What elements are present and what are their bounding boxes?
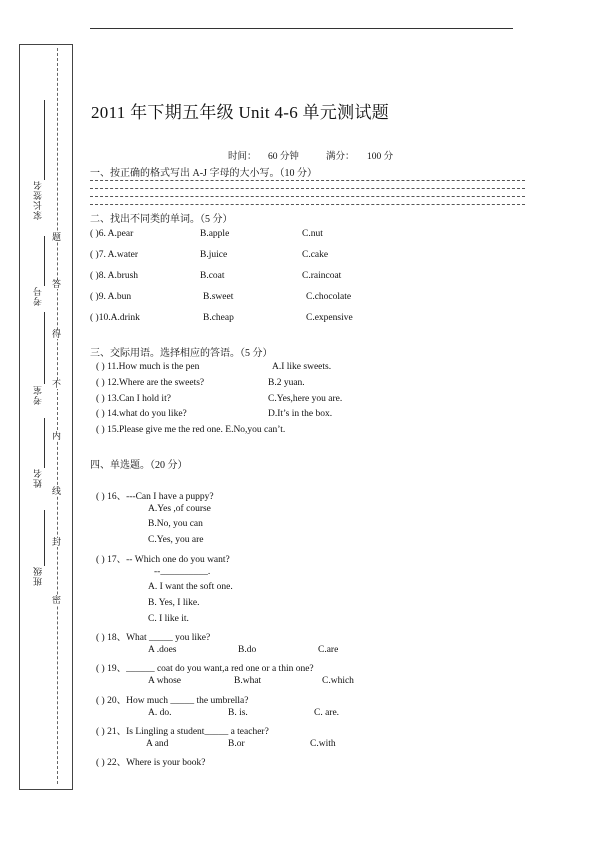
q21-option-c: C.with — [310, 739, 336, 749]
writing-line — [90, 188, 525, 189]
student-name-label: 姓名 — [33, 468, 43, 488]
q16-question: ( ) 16、---Can I have a puppy? — [96, 492, 214, 502]
q7-option-b: B.juice — [200, 250, 228, 260]
q21-question: ( ) 21、Is Lingling a student_____ a teacher? — [96, 727, 269, 737]
q11-question: ( ) 11.How much is the pen — [96, 362, 200, 372]
parent-signature-line — [44, 100, 45, 180]
q16-option-c: C.Yes, you are — [148, 535, 204, 545]
parent-signature-label: 家长签名 — [33, 180, 43, 220]
q6-option-c: C.nut — [302, 229, 323, 239]
q17-question: ( ) 17、-- Which one do you want? — [96, 555, 230, 565]
q16-option-b: B.No, you can — [148, 519, 203, 529]
q8-option-c: C.raincoat — [302, 271, 342, 281]
q11-answer: A.I like sweets. — [272, 362, 332, 372]
section1-heading: 一、按正确的格式写出 A-J 字母的大小写。（10 分） — [90, 168, 317, 179]
q19-option-a: A whose — [148, 676, 181, 686]
seal-char: 得 — [52, 329, 62, 339]
q10-option-c: C.expensive — [306, 313, 353, 323]
q19-option-b: B.what — [234, 676, 262, 686]
q20-option-a: A. do. — [148, 708, 172, 718]
q9-option-b: B.sweet — [203, 292, 234, 302]
q9-num: ( )9. A.bun — [90, 292, 132, 302]
q14-question: ( ) 14.what do you like? — [96, 409, 187, 419]
q9-option-c: C.chocolate — [306, 292, 352, 302]
q19-question: ( ) 19、______ coat do you want,a red one or a thin one? — [96, 664, 314, 674]
q8-num: ( )8. A.brush — [90, 271, 139, 281]
class-label: 班级 — [33, 566, 43, 586]
seal-char: 不 — [52, 379, 62, 389]
seal-dashed-line — [57, 48, 58, 784]
q8-option-b: B.coat — [200, 271, 225, 281]
student-name-line — [44, 418, 45, 468]
q17-blank: --__________. — [154, 567, 211, 577]
q17-option-b: B. Yes, I like. — [148, 598, 200, 608]
q15-question: ( ) 15.Please give me the red one. E.No,you can’t. — [96, 425, 286, 435]
seal-char: 题 — [52, 232, 62, 242]
seal-char: 答 — [52, 279, 62, 289]
q7-num: ( )7. A.water — [90, 250, 139, 260]
q20-option-c: C. are. — [314, 708, 340, 718]
top-rule — [90, 28, 513, 29]
section4-heading: 四、单选题。（20 分） — [90, 460, 188, 471]
q20-option-b: B. is. — [228, 708, 248, 718]
writing-line — [90, 196, 525, 197]
seal-char: 内 — [52, 431, 62, 441]
q18-option-c: C.are — [318, 645, 339, 655]
writing-line — [90, 204, 525, 205]
q7-option-c: C.cake — [302, 250, 329, 260]
q16-option-a: A.Yes ,of course — [148, 504, 211, 514]
q18-option-b: B.do — [238, 645, 257, 655]
section2-heading: 二、找出不同类的单词。（5 分） — [90, 214, 233, 225]
seal-char: 封 — [52, 537, 62, 547]
q6-option-b: B.apple — [200, 229, 230, 239]
q14-answer: D.It’s in the box. — [268, 409, 333, 419]
q13-answer: C.Yes,here you are. — [268, 394, 343, 404]
score-value: 100 分 — [367, 152, 394, 162]
exam-number-label: 考号 — [33, 286, 43, 306]
q18-option-a: A .does — [148, 645, 177, 655]
time-label: 时间： — [228, 152, 257, 162]
q17-option-c: C. I like it. — [148, 614, 189, 624]
q21-option-b: B.or — [228, 739, 245, 749]
q22-question: ( ) 22、Where is your book? — [96, 758, 206, 768]
q19-option-c: C.which — [322, 676, 354, 686]
class-line — [44, 510, 45, 566]
q13-question: ( ) 13.Can I hold it? — [96, 394, 171, 404]
q20-question: ( ) 20、How much _____ the umbrella? — [96, 696, 249, 706]
q10-num: ( )10.A.drink — [90, 313, 140, 323]
exam-room-line — [44, 312, 45, 384]
q18-question: ( ) 18、What _____ you like? — [96, 633, 211, 643]
time-value: 60 分钟 — [268, 152, 299, 162]
seal-char: 密 — [52, 595, 62, 605]
seal-char: 线 — [52, 486, 62, 496]
q10-option-b: B.cheap — [203, 313, 234, 323]
section3-heading: 三、交际用语。选择相应的答语。（5 分） — [90, 348, 273, 359]
q6-num: ( )6. A.pear — [90, 229, 134, 239]
q12-answer: B.2 yuan. — [268, 378, 305, 388]
page-title: 2011 年下期五年级 Unit 4-6 单元测试题 — [91, 103, 390, 122]
exam-room-label: 考室 — [33, 385, 43, 405]
writing-line — [90, 180, 525, 181]
q12-question: ( ) 12.Where are the sweets? — [96, 378, 205, 388]
q17-option-a: A. I want the soft one. — [148, 582, 233, 592]
exam-number-line — [44, 236, 45, 286]
score-label: 满分： — [326, 152, 355, 162]
q21-option-a: A and — [146, 739, 169, 749]
binding-margin-frame — [19, 44, 73, 790]
